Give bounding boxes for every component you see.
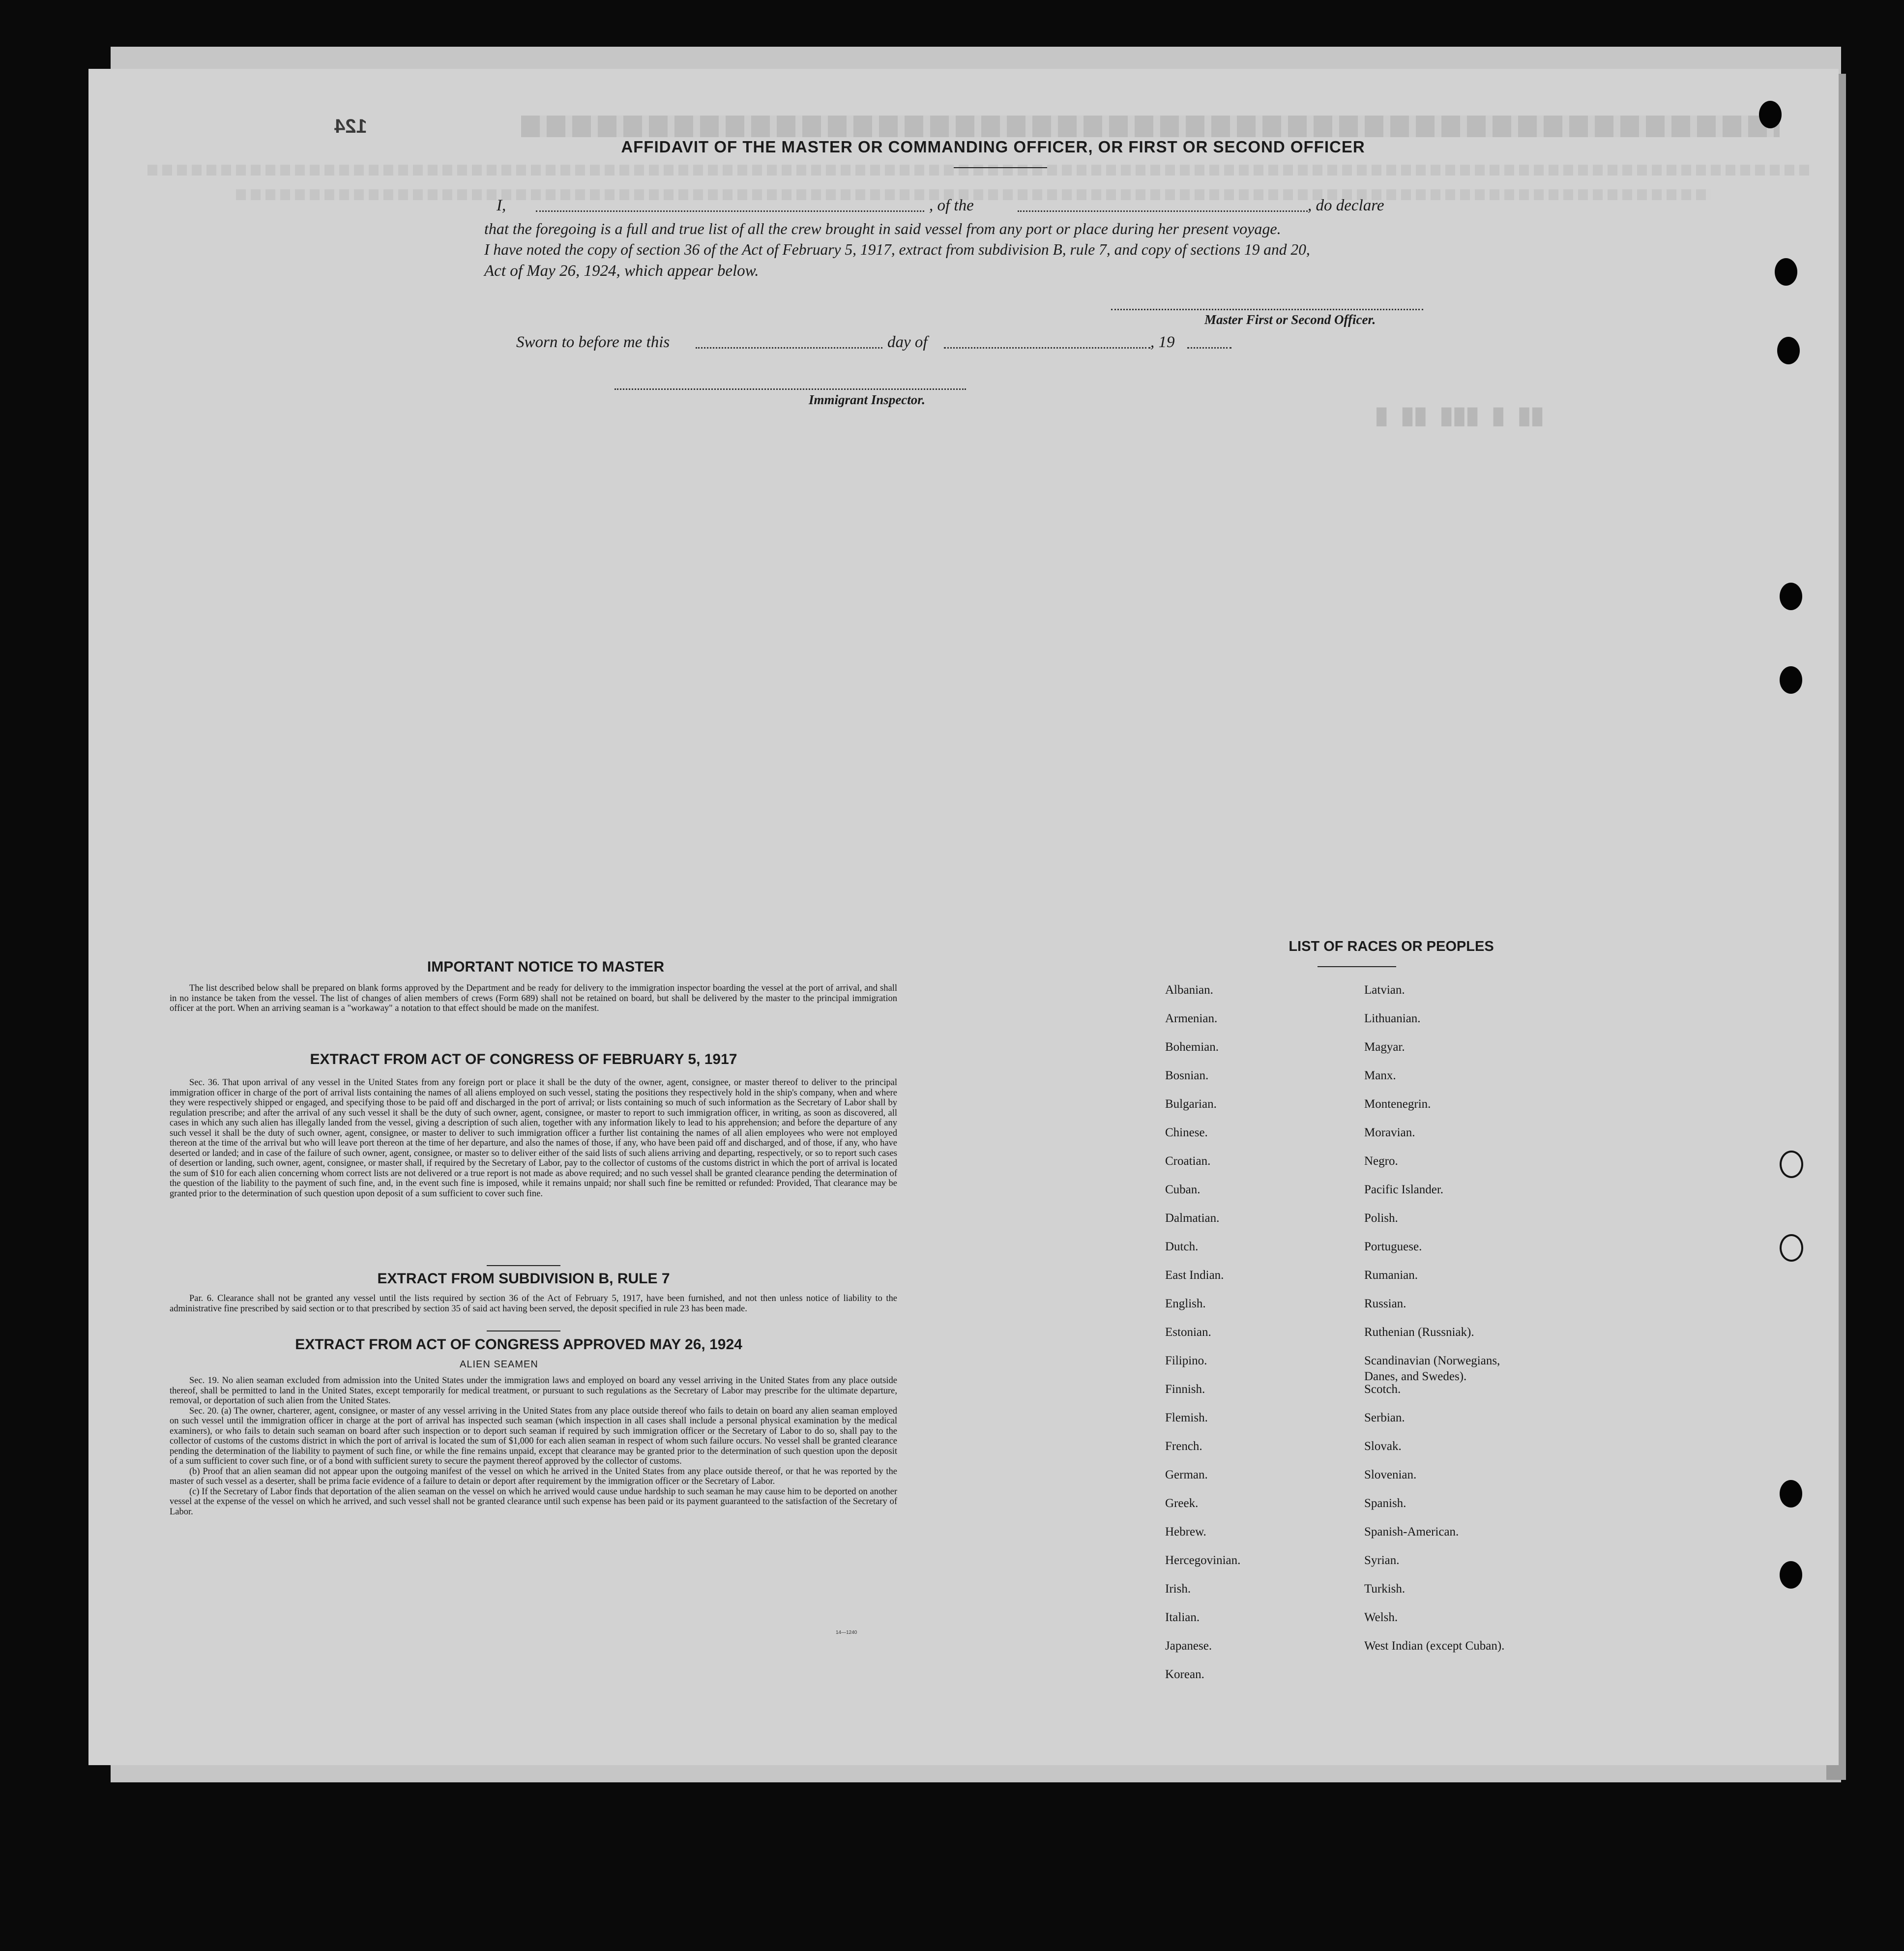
race-item: Korean.: [1165, 1668, 1204, 1681]
sec20a-paragraph: Sec. 20. (a) The owner, charterer, agent, consignee, or master of any vessel arriving in the United States from any place outside thereof who fails to detain on board any alien seaman employed on such vessel until the immigration officer in charge at the port of arrival has inspected such seaman (which inspection in all cases shall include a personal physical examination by the medical examiners), or who fails to detain such seaman on board after such inspection or to deport such seaman if required by such immigration officer or the Secretary of Labor to do so, shall pay to the collector of customs of the customs district in which the port of arrival is located the sum of $1,000 for each alien seaman in respect of whom such failure occurs. No vessel shall be granted clearance pending the determination of the liability to payment of such fine, or while the fine remains unpaid, except that clearance may be granted prior to the determination of such question upon the deposit of a sum sufficient to cover such fine, or of a bond with sufficient surety to secure the payment thereof approved by the collector of customs.: [170, 1406, 897, 1466]
race-item: Croatian.: [1165, 1154, 1211, 1168]
binder-hole: [1759, 101, 1782, 128]
section-rule: [487, 1265, 560, 1266]
race-item: Spanish.: [1364, 1497, 1406, 1510]
bleed-through-row: █ ██ ███ █ ██: [1377, 408, 1546, 427]
race-item: Manx.: [1364, 1069, 1396, 1082]
race-item: Rumanian.: [1364, 1269, 1418, 1282]
race-item: Montenegrin.: [1364, 1097, 1431, 1111]
races-title-rule: [1318, 966, 1396, 967]
race-item: Greek.: [1165, 1497, 1199, 1510]
binder-hole: [1780, 1480, 1802, 1508]
race-item: Lithuanian.: [1364, 1012, 1421, 1025]
race-item: Slovak.: [1364, 1440, 1402, 1453]
race-item: Latvian.: [1364, 983, 1405, 997]
races-title: LIST OF RACES OR PEOPLES: [1289, 939, 1494, 954]
sworn-month-field[interactable]: [944, 347, 1150, 349]
sec19-paragraph: Sec. 19. No alien seaman excluded from admission into the United States under the immigration laws and employed on board any vessel arriving in the United States from any place outside thereof, shall be permitted to land in the United States, except temporarily for medical treatment, or pursuant to such regulations as the Secretary of Labor may prescribe for the ultimate departure, removal, or deportation of such alien from the United States.: [170, 1376, 897, 1406]
race-item: Bohemian.: [1165, 1040, 1219, 1054]
race-item: Filipino.: [1165, 1354, 1207, 1367]
race-item: Bulgarian.: [1165, 1097, 1217, 1111]
inspector-label: Immigrant Inspector.: [809, 392, 926, 407]
alien-seamen-subtitle: ALIEN SEAMEN: [460, 1359, 538, 1370]
race-item: Chinese.: [1165, 1126, 1208, 1139]
race-item: English.: [1165, 1297, 1206, 1310]
race-item: Hercegovinian.: [1165, 1554, 1241, 1567]
rule7-title: EXTRACT FROM SUBDIVISION B, RULE 7: [377, 1271, 670, 1287]
race-item: Welsh.: [1364, 1611, 1398, 1624]
race-item: Scotch.: [1364, 1383, 1401, 1396]
race-item: Hebrew.: [1165, 1525, 1206, 1538]
affidavit-title: AFFIDAVIT OF THE MASTER OR COMMANDING OFFICER, OR FIRST OR SECOND OFFICER: [621, 138, 1365, 156]
race-item: Turkish.: [1364, 1582, 1406, 1596]
race-item: Albanian.: [1165, 983, 1213, 997]
year-label: , 19: [1150, 333, 1175, 351]
binder-hole: [1780, 583, 1802, 610]
sworn-day-field[interactable]: [696, 347, 882, 349]
race-item: Danes, and Swedes).: [1364, 1370, 1467, 1383]
race-item: Moravian.: [1364, 1126, 1415, 1139]
rule7-text: [170, 1294, 897, 1314]
race-item: West Indian (except Cuban).: [1364, 1639, 1505, 1653]
race-item: Magyar.: [1364, 1040, 1405, 1054]
declarant-name-field[interactable]: [536, 210, 924, 212]
race-item: Ruthenian (Russniak).: [1364, 1326, 1474, 1339]
extract-1917-title: EXTRACT FROM ACT OF CONGRESS OF FEBRUARY 5, 1917: [310, 1051, 737, 1067]
master-signature-label: Master First or Second Officer.: [1204, 312, 1376, 327]
race-item: Flemish.: [1165, 1411, 1208, 1424]
race-item: Irish.: [1165, 1582, 1191, 1596]
binder-hole: [1777, 337, 1800, 364]
race-item: Pacific Islander.: [1364, 1183, 1444, 1196]
race-item: Finnish.: [1165, 1383, 1205, 1396]
sworn-label: Sworn to before me this: [516, 333, 670, 351]
do-declare-label: , do declare: [1308, 197, 1384, 214]
extract-1924-text: [170, 1376, 897, 1517]
race-item: Japanese.: [1165, 1639, 1212, 1653]
race-item: Russian.: [1364, 1297, 1406, 1310]
race-item: French.: [1165, 1440, 1202, 1453]
race-item: Scandinavian (Norwegians,: [1364, 1354, 1500, 1367]
declaration-line-3: I have noted the copy of section 36 of the Act of February 5, 1917, extract from subdivision B, rule 7, and copy of sections 19 and 20,: [484, 241, 1310, 258]
bleed-through-line: [147, 165, 1809, 176]
race-item: Slovenian.: [1364, 1468, 1417, 1481]
notice-paragraph: The list described below shall be prepared on blank forms approved by the Department and be ready for delivery to the immigration inspector boarding the vessel at the port of arrival, and shall in no instance be taken from the vessel. The list of changes of alien members of crews (Form 689) shall not be retained on board, but shall be delivered by the master to the principal immigration officer at the port. When an arriving seaman is a "workaway" a notation to that effect should be made on the manifest.: [170, 983, 897, 1013]
race-item: Serbian.: [1364, 1411, 1405, 1424]
stamp-number: 124: [334, 116, 367, 137]
extract-1917-text: [170, 1078, 897, 1199]
binder-hole: [1780, 1561, 1802, 1589]
binder-hole-open: [1780, 1234, 1803, 1262]
race-item: Negro.: [1364, 1154, 1398, 1168]
rule7-paragraph: Par. 6. Clearance shall not be granted any vessel until the lists required by section 36 of the Act of February 5, 1917, have been furnished, and not then unless notice of liability to the administrative fine prescribed by said section or to that prescribed by section 35 of said act having been served, the deposit specified in rule 23 has been made.: [170, 1294, 897, 1314]
binder-hole-open: [1780, 1151, 1803, 1178]
extract-1917-paragraph: Sec. 36. That upon arrival of any vessel in the United States from any foreign port or place it shall be the duty of the owner, agent, consignee, or master thereof to deliver to the principal immigration officer in charge of the port of arrival lists containing the names of all aliens employed on such vessel, stating the positions they respectively hold in the ship's company, when and where they were respectively shipped or engaged, and specifying those to be paid off and discharged in the port of arrival; or lists containing so much of such information as the Secretary of Labor shall by regulation prescribe; and after the arrival of any such vessel it shall be the duty of such owner, agent, consignee, or master to report to such immigration officer, in writing, as soon as discovered, all cases in which any such alien has illegally landed from the vessel, giving a description of such alien, together with any information likely to lead to his apprehension; and before the departure of any such vessel it shall be the duty of such owner, agent, consignee, or master to deliver to such immigration officer a further list containing the names of all alien employees who were not employed thereon at the time of the arrival but who will leave port thereon at the time of her departure, and also the names of those, if any, who have been paid off and discharged, and of those, if any, who have deserted or landed; and in case of the failure of such owner, agent, consignee, or master so to deliver either of the said lists of such aliens arriving and departing, respectively, or so to report such cases of desertion or landing, such owner, agent, consignee, or master shall, if required by the Secretary of Labor, pay to the collector of customs of the customs district in which the port of arrival is located the sum of $10 for each alien concerning whom correct lists are not delivered or a true report is not made as above required; and no such vessel shall be granted clearance pending the determination of the question of the liability to the payment of such fine, and, in the event such fine is imposed, while it remains unpaid; nor shall such fine be remitted or refunded: Provided, That clearance may be granted prior to the determination of such question upon deposit of a sum sufficient to cover such fine.: [170, 1078, 897, 1199]
declarant-label: I,: [497, 197, 506, 214]
race-item: Syrian.: [1364, 1554, 1400, 1567]
document-page: [88, 69, 1839, 1765]
form-number: 14—1240: [836, 1630, 857, 1635]
race-item: East Indian.: [1165, 1269, 1224, 1282]
race-item: Dalmatian.: [1165, 1212, 1220, 1225]
race-item: Estonian.: [1165, 1326, 1211, 1339]
sworn-year-field[interactable]: [1187, 347, 1231, 349]
declaration-line-4: Act of May 26, 1924, which appear below.: [484, 262, 759, 280]
master-signature-field[interactable]: [1111, 309, 1423, 310]
binder-hole: [1780, 666, 1802, 694]
of-the-label: , of the: [929, 197, 974, 214]
race-item: Italian.: [1165, 1611, 1200, 1624]
race-item: Portuguese.: [1364, 1240, 1422, 1253]
extract-1924-title: EXTRACT FROM ACT OF CONGRESS APPROVED MAY 26, 1924: [295, 1336, 742, 1353]
notice-text: [170, 983, 897, 1014]
declaration-line-2: that the foregoing is a full and true list of all the crew brought in said vessel from any port or place during her present voyage.: [484, 220, 1281, 237]
bleed-through-heading: [521, 116, 1780, 137]
race-item: German.: [1165, 1468, 1208, 1481]
race-item: Bosnian.: [1165, 1069, 1209, 1082]
race-item: Armenian.: [1165, 1012, 1218, 1025]
notice-title: IMPORTANT NOTICE TO MASTER: [427, 959, 665, 975]
sec20b-paragraph: (b) Proof that an alien seaman did not appear upon the outgoing manifest of the vessel on which he arrived in the United States from any place outside thereof, or that he was reported by the master of such vessel as a deserter, shall be prima facie evidence of a failure to detain or deport after requirement by the immigration officer or the Secretary of Labor.: [170, 1466, 897, 1486]
race-item: Cuban.: [1165, 1183, 1201, 1196]
title-rule: [954, 167, 1047, 168]
section-rule: [487, 1330, 560, 1331]
day-of-label: day of: [887, 333, 928, 351]
binder-hole: [1775, 258, 1797, 286]
vessel-name-field[interactable]: [1018, 210, 1308, 212]
sec20c-paragraph: (c) If the Secretary of Labor finds that deportation of the alien seaman on the vessel on which he arrived would cause undue hardship to such seaman he may cause him to be deported on another vessel at the expense of the vessel on which he arrived, and such vessel shall not be granted clearance until such expense has been paid or its payment guaranteed to the satisfaction of the Secretary of Labor.: [170, 1486, 897, 1517]
inspector-signature-field[interactable]: [615, 388, 966, 390]
race-item: Dutch.: [1165, 1240, 1199, 1253]
race-item: Polish.: [1364, 1212, 1398, 1225]
race-item: Spanish-American.: [1364, 1525, 1459, 1538]
